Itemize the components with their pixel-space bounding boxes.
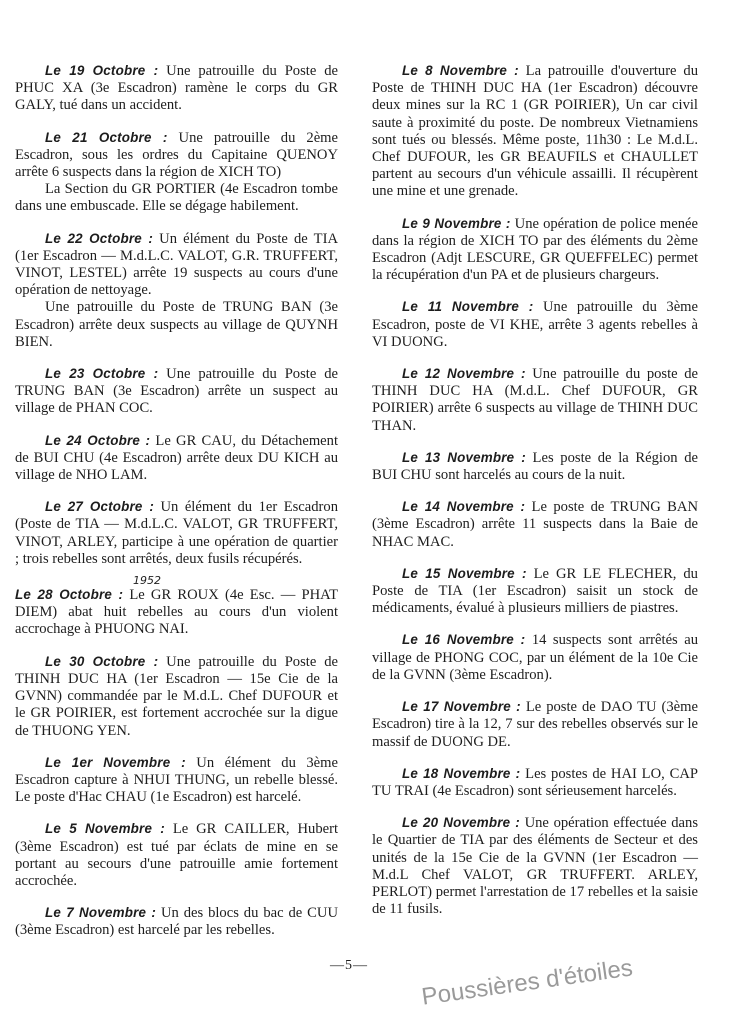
chronicle-entry [372,698,698,751]
chronicle-entry [372,565,698,618]
page-footer [0,950,745,1023]
entry-date: Le 24 Octobre : [45,432,151,448]
chronicle-entry [372,449,698,484]
entry-text: Une patrouille du 3ème Escadron, poste de VI KHE, arrête 3 agents rebelles à VI DUONG. [372,299,698,350]
entry-date: Le 14 Novembre : [402,499,526,515]
entry-text: Une opération de police menée dans la région de XICH TO par des éléments du 2ème Escadron (Adjt LESCURE, GR QUEFFELEC) permet la récupération d'un PA et de plusieurs chargeurs. [372,215,698,284]
chronicle-entry [372,365,698,435]
chronicle-entry [15,498,338,568]
handwritten-annotation: 1952 [133,574,161,588]
entry-date: Le 20 Novembre : [402,815,520,831]
entry-date: Le 21 Octobre : [45,129,168,145]
entry-text: Une patrouille du Poste de TRUNG BAN (3e Escadron) arrête un suspect au village de PHAN COC. [15,366,338,417]
entry-text: La patrouille d'ouverture du Poste de THINH DUC HA (1er Escadron) découvre deux mines sur la RC 1 (GR POIRIER), Un car civil saute à proximité du poste. De nombreux Vietnamiens sont tués ou blessés. Même poste, 11h30 : Le M.d.L. Chef DUFOUR, les GR BEAUFILS et CHAULLET partent au secours d'un véhicule assailli. Il récupèrent une mine et une grenade. [372,63,698,200]
chronicle-entry [15,129,338,216]
entry-text: Le poste de DAO TU (3ème Escadron) tire à la 12, 7 sur des rebelles observés sur le massif de DUONG DE. [372,699,698,750]
chronicle-entry [15,230,338,351]
entry-date: Le 30 Octobre : [45,653,159,669]
chronicle-entry [372,215,698,285]
chronicle-entry [372,765,698,800]
chronicle-entry [372,298,698,351]
chronicle-entry [372,62,698,201]
entry-date: Le 1er Novembre : [45,754,186,770]
entry-date: Le 12 Novembre : [402,366,526,382]
entry-text: Une patrouille du poste de THINH DUC HA (M.d.L. Chef DUFOUR, GR POIRIER) arrête 6 suspects au village de THINH DUC THAN. [372,366,698,434]
chronicle-entry [372,631,698,684]
entry-text: Une patrouille du Poste de THINH DUC HA (1er Escadron — 15e Cie de la GVNN) commandée par le M.d.L. Chef DUFOUR et le GR POIRIER, est fortement accrochée sur la digue de THUONG YEN. [15,653,338,739]
chronicle-entry [15,820,338,890]
chronicle-entry [15,754,338,807]
chronicle-entry [15,574,338,639]
right-column [372,62,698,932]
entry-text: Le GR CAILLER, Hubert (3ème Escadron) est tué par éclats de mine en se portant au secours d'une patrouille amie fortement accrochée. [15,821,339,889]
entry-date: Le 13 Novembre : [402,449,526,465]
entry-text: 14 suspects sont arrêtés au village de PHONG COC, par un élément de la 10e Cie de la GVNN (3ème Escadron). [372,632,698,683]
entry-text: Les postes de HAI LO, CAP TU TRAI (4e Escadron) sont sérieusement harcelés. [372,765,698,799]
chronicle-entry [15,432,338,485]
chronicle-entry [15,62,338,115]
chronicle-entry [372,498,698,551]
entry-date: Le 11 Novembre : [402,299,534,315]
entry-text: Le GR CAU, du Détachement de BUI CHU (4e Escadron) arrête deux DU KICH au village de NHO LAM. [15,432,338,484]
entry-date: Le 27 Octobre : [45,499,155,515]
entry-date: Le 16 Novembre : [402,632,526,648]
entry-text: Une patrouille du Poste de PHUC XA (3e Escadron) ramène le corps du GR GALY, tué dans un accident. [15,63,338,114]
entry-subparagraph: Une patrouille du Poste de TRUNG BAN (3e Escadron) arrête deux suspects au village de QUYNH BIEN. [15,299,338,350]
page-number: —5— [330,958,368,973]
entry-text: Le poste de TRUNG BAN (3ème Escadron) arrête 11 suspects dans la Baie de NHAC MAC. [372,499,698,550]
chronicle-entry [15,653,338,740]
entry-text: Un des blocs du bac de CUU (3ème Escadron) est harcelé par les rebelles. [15,905,338,939]
entry-text: Le GR LE FLECHER, du Poste de TIA (1er Escadron) saisit un stock de médicaments, évalué à plusieurs milliers de piastres. [372,565,698,617]
entry-date: Le 23 Octobre : [45,366,159,382]
entry-text: Un élément du 3ème Escadron capture à NHUI THUNG, un rebelle blessé. Le poste d'Hac CHAU (1e Escadron) est harcelé. [15,754,338,806]
entry-date: Le 28 Octobre : [15,587,124,603]
entry-text: Une patrouille du 2ème Escadron, sous les ordres du Capitaine QUENOY arrête 6 suspects dans la région de XICH TO) [15,129,338,181]
entry-date: Le 15 Novembre : [402,565,527,581]
entry-text: Une opération effectuée dans le Quartier de TIA par des éléments de Secteur et des unités de la 15e Cie de la GVNN (1er Escadron — M.d.L Chef VALOT, GR TRUFFERT. ARLEY, PERLOT) permet l'arrestation de 17 rebelles et la saisie de 11 fusils. [372,815,698,918]
entry-text: Le GR ROUX (4e Esc. — PHAT DIEM) abat huit rebelles au cours d'un violent accrochage à PHUONG NAI. [15,587,338,638]
entry-date: Le 9 Novembre : [402,215,511,231]
entry-date: Le 17 Novembre : [402,699,521,715]
entry-date: Le 7 Novembre : [45,905,157,921]
chronicle-entry [15,904,338,939]
chronicle-entry [372,814,698,918]
entry-text: Les poste de la Région de BUI CHU sont harcelés au cours de la nuit. [372,449,698,484]
entry-date: Le 5 Novembre : [45,821,165,837]
entry-date: Le 19 Octobre : [45,63,159,78]
entry-date: Le 22 Octobre : [45,230,153,246]
entry-text: Un élément du Poste de TIA (1er Escadron — M.d.L.C. VALOT, G.R. TRUFFERT, VINOT, LESTEL) arrête 19 suspects au cours d'une opération de nettoyage. [15,230,338,299]
chronicle-entry [15,365,338,418]
entry-text: Un élément du 1er Escadron (Poste de TIA — M.d.L.C. VALOT, GR TRUFFERT, VINOT, ARLEY, participe à une opération de quartier ; trois rebelles sont arrêtés, deux fusils récupérés. [15,499,339,567]
entry-subparagraph: La Section du GR PORTIER (4e Escadron tombe dans une embuscade. Elle se dégage habilement. [15,181,338,215]
entry-date: Le 18 Novembre : [402,765,521,781]
left-column [15,62,338,954]
entry-date: Le 8 Novembre : [402,63,519,78]
watermark: Poussières d'étoiles [420,954,635,1011]
